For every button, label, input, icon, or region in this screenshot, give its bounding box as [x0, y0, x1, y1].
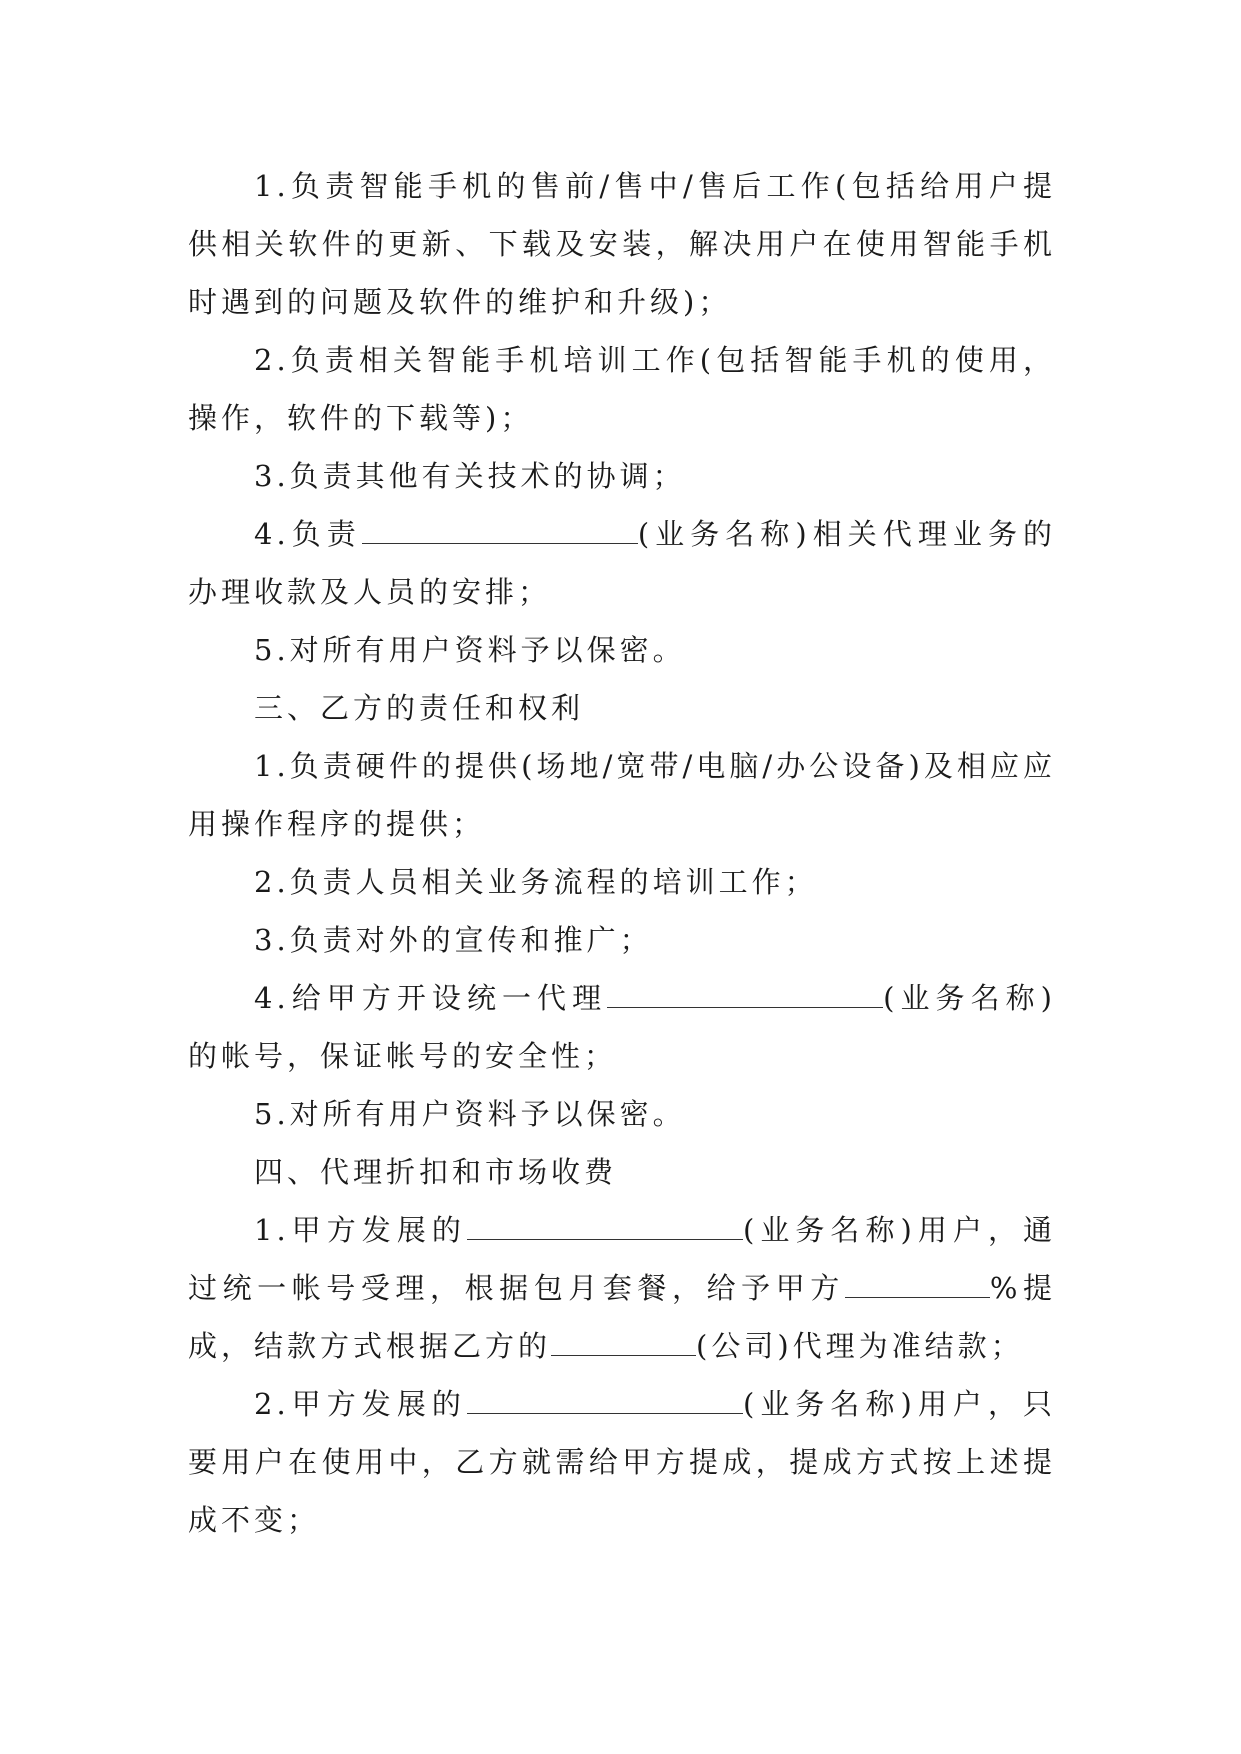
section-heading: 四、代理折扣和市场收费: [254, 1155, 618, 1189]
item-text: (业务名称)的帐号，保证帐号的安全性；: [188, 981, 1056, 1073]
list-item: [188, 1375, 1056, 1549]
fill-in-blank: [362, 519, 638, 544]
item-text: 2.甲方发展的: [254, 1387, 467, 1421]
list-item: 5.对所有用户资料予以保密。: [254, 633, 686, 667]
item-text: (业务名称)用户，只要用户在使用中，乙方就需给甲方提成，提成方式按上述提成不变；: [188, 1387, 1056, 1537]
item-text: (公司)代理为准结款；: [696, 1329, 1024, 1363]
list-item: [188, 1201, 1056, 1375]
fill-in-blank: [845, 1273, 990, 1298]
item-text: 4.负责: [254, 517, 362, 551]
fill-in-blank: [551, 1331, 696, 1356]
list-item: 2.负责人员相关业务流程的培训工作；: [254, 865, 818, 899]
item-text: (业务名称)相关代理业务的办理收款及人员的安排；: [188, 517, 1056, 609]
list-item: [188, 505, 1056, 621]
item-text: 4.给甲方开设统一代理: [254, 981, 608, 1015]
list-item: 3.负责对外的宣传和推广；: [254, 923, 653, 957]
list-item: [188, 969, 1056, 1085]
list-item: 3.负责其他有关技术的协调；: [254, 459, 686, 493]
item-text: (业务名称)用户，通过统一帐号受理，根据包月套餐，给予甲方: [188, 1213, 1056, 1305]
fill-in-blank: [467, 1389, 743, 1414]
item-text: 1.甲方发展的: [254, 1213, 467, 1247]
fill-in-blank: [607, 983, 883, 1008]
document-body: [188, 157, 1056, 1549]
list-item: 1.负责智能手机的售前/售中/售后工作(包括给用户提供相关软件的更新、下载及安装，解决用户在使用智能手机时遇到的问题及软件的维护和升级)；: [188, 169, 1056, 319]
list-item: 1.负责硬件的提供(场地/宽带/电脑/办公设备)及相应应用操作程序的提供；: [188, 749, 1056, 841]
fill-in-blank: [467, 1215, 743, 1240]
list-item: 2.负责相关智能手机培训工作(包括智能手机的使用，操作，软件的下载等)；: [188, 343, 1056, 435]
section-heading: 三、乙方的责任和权利: [254, 691, 585, 725]
list-item: 5.对所有用户资料予以保密。: [254, 1097, 686, 1131]
item-text: %提成，结款方式根据乙方的: [188, 1271, 1056, 1363]
